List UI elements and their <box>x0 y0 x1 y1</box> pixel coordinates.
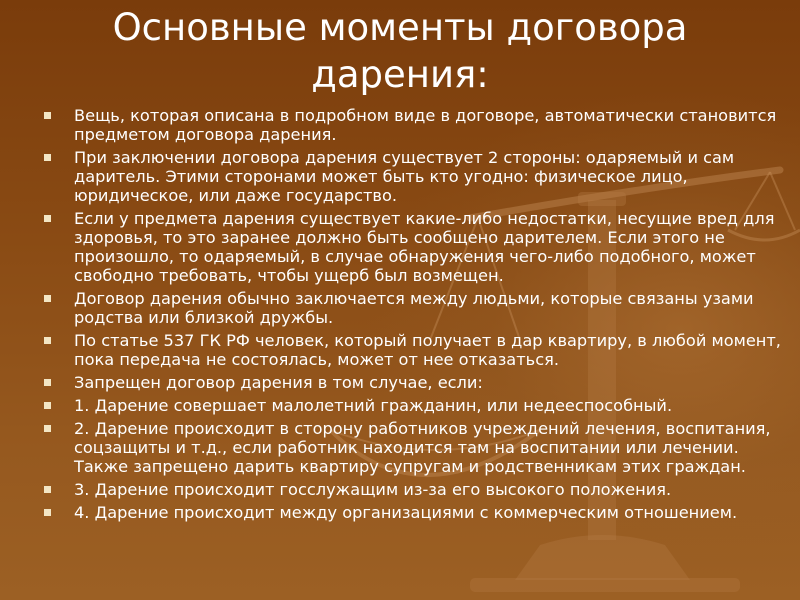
list-item <box>44 419 784 476</box>
square-bullet-icon <box>44 215 51 222</box>
list-item <box>44 148 784 205</box>
list-item <box>44 106 784 144</box>
list-item <box>44 503 784 522</box>
list-item-text: Запрещен договор дарения в том случае, если: <box>74 373 483 392</box>
list-item-text: 2. Дарение происходит в сторону работников учреждений лечения, воспитания, соцзащиты и т.д., если работник находится там на воспитании или лечении. Также запрещено дарить квартиру супругам и родственникам этих граждан. <box>74 419 771 476</box>
slide-title: Основные моменты договора дарения: <box>112 6 688 96</box>
list-item <box>44 373 784 392</box>
list-item-text: 1. Дарение совершает малолетний гражданин, или недееспособный. <box>74 396 673 415</box>
square-bullet-icon <box>44 112 51 119</box>
square-bullet-icon <box>44 486 51 493</box>
bullet-list <box>44 106 784 526</box>
square-bullet-icon <box>44 154 51 161</box>
list-item <box>44 396 784 415</box>
square-bullet-icon <box>44 509 51 516</box>
list-item <box>44 209 784 285</box>
list-item-text: По статье 537 ГК РФ человек, который получает в дар квартиру, в любой момент, пока передача не состоялась, может от нее отказаться. <box>74 331 781 369</box>
list-item-text: Договор дарения обычно заключается между людьми, которые связаны узами родства или близкой дружбы. <box>74 289 754 327</box>
list-item <box>44 331 784 369</box>
list-item-text: Вещь, которая описана в подробном виде в договоре, автоматически становится предметом договора дарения. <box>74 106 777 144</box>
list-item <box>44 289 784 327</box>
list-item <box>44 480 784 499</box>
list-item-text: 4. Дарение происходит между организациями с коммерческим отношением. <box>74 503 738 522</box>
square-bullet-icon <box>44 337 51 344</box>
square-bullet-icon <box>44 295 51 302</box>
square-bullet-icon <box>44 379 51 386</box>
square-bullet-icon <box>44 402 51 409</box>
list-item-text: 3. Дарение происходит госслужащим из-за его высокого положения. <box>74 480 672 499</box>
list-item-text: Если у предмета дарения существует какие-либо недостатки, несущие вред для здоровья, то это заранее должно быть сообщено дарителем. Если этого не произошло, то одаряемый, в случае обнаружения чего-либо подобного, может свободно требовать, чтобы ущерб был возмещен. <box>74 209 775 285</box>
square-bullet-icon <box>44 425 51 432</box>
list-item-text: При заключении договора дарения существует 2 стороны: одаряемый и сам даритель. Этими сторонами может быть кто угодно: физическое лицо, юридическое, или даже государство. <box>74 148 735 205</box>
